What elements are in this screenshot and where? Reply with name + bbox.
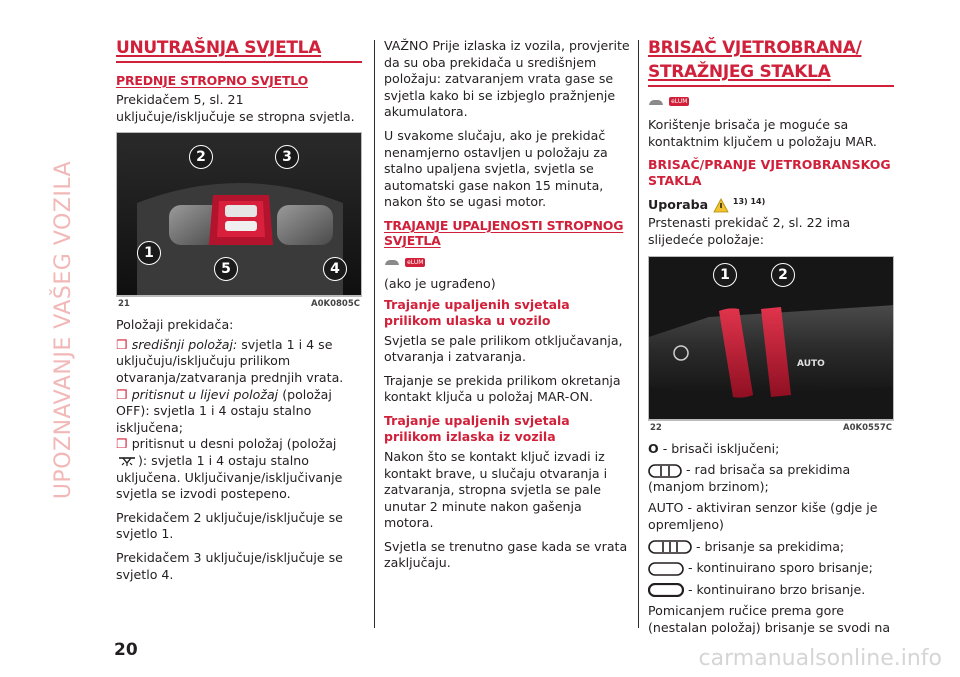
- figure-number: 22: [650, 422, 662, 433]
- mode-text: - rad brisača sa prekidima (manjom brzinom);: [648, 462, 851, 494]
- bullet-central: [116, 337, 362, 387]
- heading-rule: [116, 61, 362, 63]
- callout-1: 1: [713, 263, 737, 287]
- mode-text: - kontinuirano brzo brisanje.: [684, 581, 866, 597]
- figure-caption: [648, 420, 894, 433]
- section-heading-line2: STRAŽNJEG STAKLA: [648, 62, 831, 82]
- stalk-auto-label: AUTO: [797, 358, 825, 369]
- subheading-entry: Trajanje upaljenih svjetala prilikom ulaska u vozilo: [384, 296, 570, 328]
- callout-3: 3: [275, 145, 299, 169]
- intro-paragraph: Korištenje brisača je moguće sa kontaktnim ključem u položaju MAR.: [648, 117, 877, 149]
- ring-switch-paragraph: Prstenasti prekidač 2, sl. 22 ima slijedeće položaje:: [648, 215, 851, 247]
- mode-text: - brisači isključeni;: [658, 440, 780, 456]
- subheading: PREDNJE STROPNO SVJETLO: [116, 73, 309, 88]
- continuous-slow-icon: [648, 562, 684, 576]
- callout-1: 1: [137, 241, 161, 265]
- intermittent-wipe-icon: [648, 464, 682, 478]
- mode-slow: [648, 560, 894, 577]
- callout-2: 2: [771, 263, 795, 287]
- figure-code: A0K0557C: [843, 422, 892, 433]
- subheading-wiper: BRISAČ/PRANJE VJETROBRANSKOG STAKLA: [648, 157, 891, 189]
- usage-line: [648, 193, 894, 213]
- figure-code: A0K0805C: [311, 299, 360, 310]
- heading-rule: [648, 85, 894, 87]
- column-divider: [638, 40, 639, 628]
- closing-paragraph: Pomicanjem ručice prema gore (nestalan položaj) brisanje se svodi na: [648, 603, 891, 635]
- intermittent-wipe-icon: [648, 540, 692, 554]
- bullet-label: pritisnut u lijevi položaj: [131, 386, 279, 402]
- figure-22-wiper-stalk: [648, 256, 894, 420]
- lum-indicator: [648, 91, 894, 111]
- mode-intermittent-low: [648, 462, 894, 495]
- bullet-icon: ❒: [116, 386, 132, 402]
- if-installed-note: (ako je ugrađeno): [384, 275, 496, 291]
- bullet-icon: ❒: [116, 336, 132, 352]
- mode-intermittent: [648, 539, 894, 556]
- lum-indicator: [384, 252, 630, 272]
- exit-paragraph-2: Svjetla se trenutno gase kada se vrata zaključaju.: [384, 538, 628, 571]
- mode-auto: AUTO - aktiviran senzor kiše (gdje je opremljeno): [648, 500, 878, 532]
- page-number: 20: [114, 640, 138, 660]
- exit-paragraph-1: Nakon što se kontakt ključ izvadi iz kontakt brave, u slučaju otvaranja i zatvaranja, stropna svjetla se pale unutar 2 minute nakon gašenja motora.: [384, 448, 608, 531]
- side-section-title: UPOZNAVANJE VAŠEG VOZILA: [51, 160, 76, 500]
- off-symbol: O: [648, 440, 659, 456]
- mode-off: [648, 441, 894, 458]
- continuous-fast-icon: [648, 583, 684, 597]
- callout-4: 4: [323, 257, 347, 281]
- bullet-icon: ❒: [116, 436, 132, 452]
- subheading-exit: Trajanje upaljenih svjetala prilikom izlaska iz vozila: [384, 412, 570, 444]
- door-light-icon: [116, 455, 138, 467]
- wiper-stalk-illustration: [649, 257, 894, 420]
- figure-number: 21: [118, 299, 130, 310]
- figure-21-interior-lights: [116, 132, 362, 296]
- warning-references: 13) 14): [732, 197, 766, 207]
- car-icon: [648, 97, 664, 107]
- warning-icon: [713, 198, 729, 213]
- figure-caption: [116, 296, 362, 309]
- switch-3-paragraph: Prekidačem 3 uključuje/isključuje se svjetlo 4.: [116, 549, 343, 582]
- bullet-text-2: ): svjetla 1 i 4 ostaju stalno uključena. Uključivanje/isključivanje svjetla se izvodi postepeno.: [116, 452, 343, 502]
- bullet-label: središnji položaj:: [131, 336, 238, 352]
- column-2: [384, 38, 630, 579]
- mode-text: - kontinuirano sporo brisanje;: [684, 560, 873, 576]
- elum-badge: eLUM: [407, 258, 424, 266]
- bullet-text: pritisnut u desni položaj (položaj: [131, 436, 337, 452]
- intro-paragraph: Prekidačem 5, sl. 21 uključuje/isključuje se stropna svjetla.: [116, 92, 355, 124]
- subheading-duration: TRAJANJE UPALJENOSTI STROPNOG SVJETLA: [384, 217, 624, 248]
- elum-badge: eLUM: [671, 98, 688, 105]
- section-heading-line1: BRISAČ VJETROBRANA/: [648, 38, 862, 58]
- watermark: carmanualsonline.info: [698, 646, 942, 671]
- car-icon: [384, 257, 400, 267]
- bullet-text: svjetla 1 i 4 se uključuju/isključuju prilikom otvaranja/zatvaranja prednjih vrata.: [116, 336, 344, 385]
- switch-2-paragraph: Prekidačem 2 uključuje/isključuje se svjetlo 1.: [116, 509, 343, 542]
- column-3: [648, 38, 894, 644]
- bullet-right: [116, 436, 362, 502]
- column-1: [116, 38, 362, 590]
- callout-5: 5: [214, 257, 238, 281]
- callout-2: 2: [189, 145, 213, 169]
- auto-off-paragraph: U svakome slučaju, ako je prekidač nenamjerno ostavljen u položaju za stalno upaljena svjetla, svjetla se automatski gase nakon 15 minuta, nakon što se ugasi motor.: [384, 127, 608, 210]
- positions-title: Položaji prekidača:: [116, 317, 234, 333]
- mode-fast: [648, 582, 894, 599]
- bullet-left: [116, 387, 362, 437]
- entry-paragraph-2: Trajanje se prekida prilikom okretanja kontakt ključa u položaj MAR-ON.: [384, 372, 621, 405]
- important-paragraph: VAŽNO Prije izlaska iz vozila, provjerite da su oba prekidača u središnjem položaju: zatvaranjem vrata gase se svjetla kako bi se izbjeglo pražnjenje akumulatora.: [384, 38, 630, 120]
- mode-text: - brisanje sa prekidima;: [692, 538, 845, 554]
- usage-label: Uporaba: [648, 197, 709, 213]
- bullet-text: (položaj OFF): svjetla 1 i 4 ostaju stalno isključena;: [116, 386, 332, 435]
- entry-paragraph-1: Svjetla se pale prilikom otključavanja, otvaranja i zatvaranja.: [384, 332, 623, 365]
- section-heading: UNUTRAŠNJA SVJETLA: [116, 38, 322, 58]
- column-divider: [374, 40, 375, 628]
